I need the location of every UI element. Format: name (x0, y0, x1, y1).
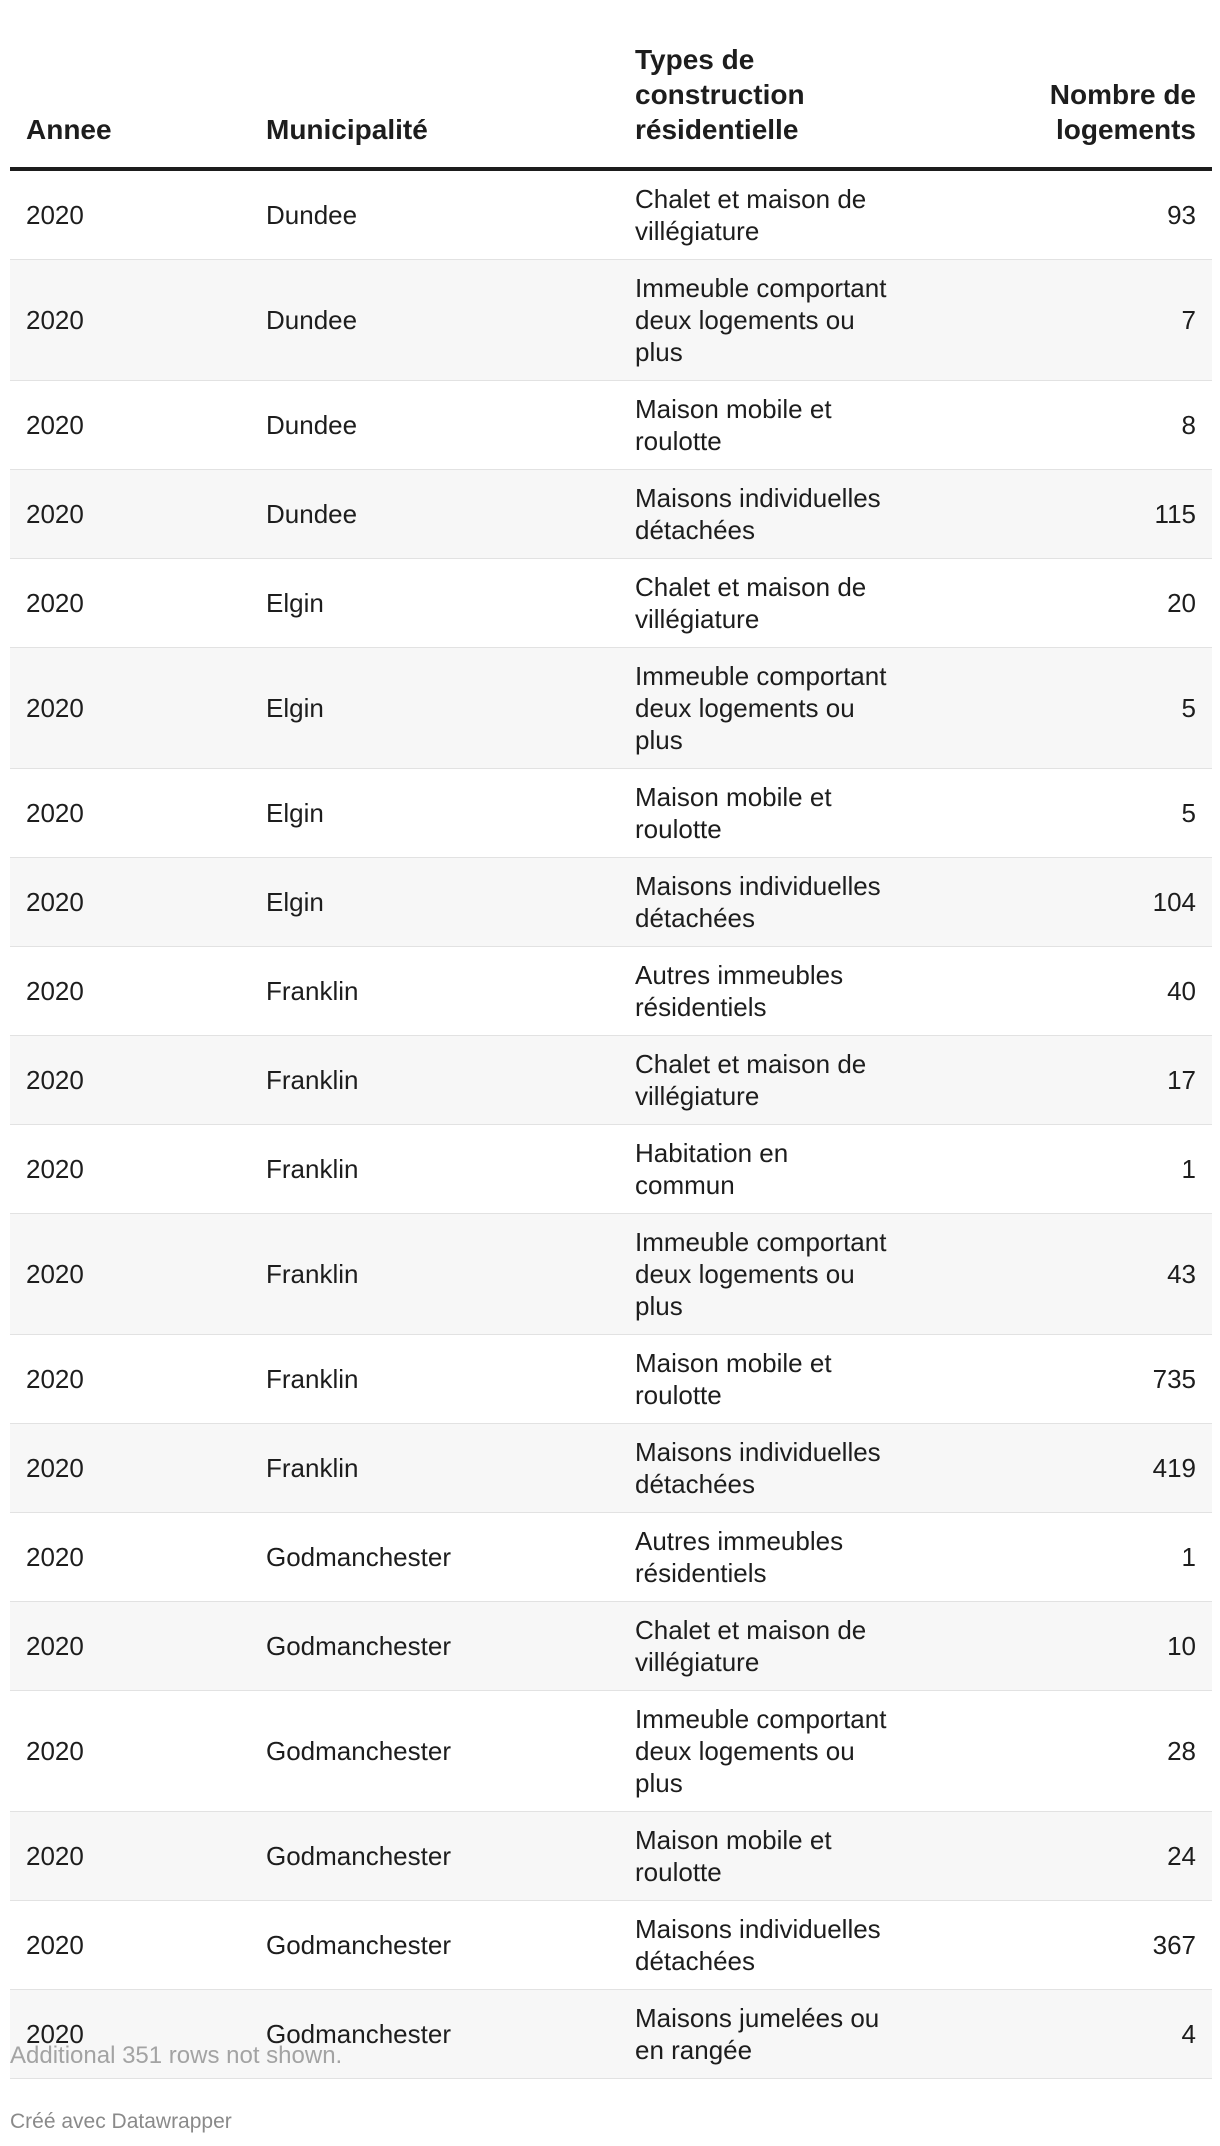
cell-type: Chalet et maison de villégiature (619, 1036, 909, 1125)
table-row (10, 769, 1212, 858)
cell-type: Maison mobile et roulotte (619, 1812, 909, 1901)
cell-nombre: 5 (909, 769, 1212, 858)
table-row (10, 1125, 1212, 1214)
cell-nombre: 17 (909, 1036, 1212, 1125)
cell-annee: 2020 (10, 381, 250, 470)
cell-annee: 2020 (10, 1513, 250, 1602)
cell-type: Chalet et maison de villégiature (619, 169, 909, 260)
cell-municipalite: Franklin (250, 1424, 619, 1513)
cell-type: Maisons individuelles détachées (619, 858, 909, 947)
table-row (10, 648, 1212, 769)
cell-nombre: 20 (909, 559, 1212, 648)
cell-annee: 2020 (10, 648, 250, 769)
cell-nombre: 8 (909, 381, 1212, 470)
cell-annee: 2020 (10, 1214, 250, 1335)
cell-annee: 2020 (10, 1901, 250, 1990)
cell-annee: 2020 (10, 947, 250, 1036)
table-row (10, 470, 1212, 559)
cell-municipalite: Franklin (250, 1036, 619, 1125)
cell-municipalite: Dundee (250, 169, 619, 260)
cell-municipalite: Godmanchester (250, 1812, 619, 1901)
cell-nombre: 5 (909, 648, 1212, 769)
table-row (10, 1335, 1212, 1424)
cell-type: Habitation en commun (619, 1125, 909, 1214)
table-row (10, 1691, 1212, 1812)
column-header-nombre[interactable]: Nombre de logements (909, 20, 1212, 169)
cell-municipalite: Franklin (250, 1214, 619, 1335)
cell-type: Maison mobile et roulotte (619, 381, 909, 470)
cell-municipalite: Elgin (250, 559, 619, 648)
cell-municipalite: Elgin (250, 769, 619, 858)
table-row (10, 858, 1212, 947)
cell-annee: 2020 (10, 260, 250, 381)
cell-annee: 2020 (10, 1691, 250, 1812)
cell-municipalite: Godmanchester (250, 1990, 619, 2079)
column-header-municipalite[interactable]: Municipalité (250, 20, 619, 169)
cell-nombre: 367 (909, 1901, 1212, 1990)
cell-type: Chalet et maison de villégiature (619, 559, 909, 648)
table-body (10, 169, 1212, 2079)
cell-type: Immeuble comportant deux logements ou plus (619, 648, 909, 769)
table-header-row (10, 20, 1212, 169)
cell-nombre: 104 (909, 858, 1212, 947)
cell-nombre: 115 (909, 470, 1212, 559)
table-row (10, 1901, 1212, 1990)
cell-type: Immeuble comportant deux logements ou plus (619, 1691, 909, 1812)
cell-nombre: 1 (909, 1125, 1212, 1214)
cell-type: Maisons individuelles détachées (619, 470, 909, 559)
cell-municipalite: Elgin (250, 648, 619, 769)
cell-type: Maison mobile et roulotte (619, 1335, 909, 1424)
cell-annee: 2020 (10, 1335, 250, 1424)
table-row (10, 260, 1212, 381)
cell-annee: 2020 (10, 858, 250, 947)
data-table-container (10, 20, 1212, 2079)
cell-annee: 2020 (10, 1424, 250, 1513)
cell-municipalite: Franklin (250, 1335, 619, 1424)
data-table (10, 20, 1212, 2079)
cell-type: Immeuble comportant deux logements ou plus (619, 260, 909, 381)
cell-annee: 2020 (10, 169, 250, 260)
cell-type: Autres immeubles résidentiels (619, 1513, 909, 1602)
cell-municipalite: Godmanchester (250, 1513, 619, 1602)
cell-type: Maisons individuelles détachées (619, 1424, 909, 1513)
table-row (10, 1513, 1212, 1602)
cell-nombre: 24 (909, 1812, 1212, 1901)
cell-type: Maisons jumelées ou en rangée (619, 1990, 909, 2079)
table-row (10, 381, 1212, 470)
cell-annee: 2020 (10, 470, 250, 559)
table-row (10, 1424, 1212, 1513)
cell-type: Maisons individuelles détachées (619, 1901, 909, 1990)
cell-type: Chalet et maison de villégiature (619, 1602, 909, 1691)
cell-municipalite: Godmanchester (250, 1901, 619, 1990)
table-notes: Additional 351 rows not shown. (10, 2042, 343, 2069)
column-header-annee[interactable]: Annee (10, 20, 250, 169)
cell-nombre: 735 (909, 1335, 1212, 1424)
cell-municipalite: Franklin (250, 1125, 619, 1214)
cell-type: Maison mobile et roulotte (619, 769, 909, 858)
cell-nombre: 43 (909, 1214, 1212, 1335)
cell-nombre: 7 (909, 260, 1212, 381)
cell-nombre: 28 (909, 1691, 1212, 1812)
cell-municipalite: Godmanchester (250, 1602, 619, 1691)
cell-annee: 2020 (10, 1036, 250, 1125)
cell-annee: 2020 (10, 1602, 250, 1691)
cell-annee: 2020 (10, 559, 250, 648)
cell-nombre: 93 (909, 169, 1212, 260)
cell-annee: 2020 (10, 1812, 250, 1901)
column-header-types[interactable]: Types de construction résidentielle (619, 20, 909, 169)
table-row (10, 947, 1212, 1036)
cell-type: Immeuble comportant deux logements ou plus (619, 1214, 909, 1335)
table-row (10, 1812, 1212, 1901)
cell-municipalite: Dundee (250, 470, 619, 559)
cell-municipalite: Elgin (250, 858, 619, 947)
cell-nombre: 1 (909, 1513, 1212, 1602)
cell-municipalite: Dundee (250, 260, 619, 381)
cell-nombre: 40 (909, 947, 1212, 1036)
table-row (10, 169, 1212, 260)
cell-municipalite: Godmanchester (250, 1691, 619, 1812)
cell-nombre: 10 (909, 1602, 1212, 1691)
cell-nombre: 419 (909, 1424, 1212, 1513)
cell-municipalite: Franklin (250, 947, 619, 1036)
table-row (10, 1602, 1212, 1691)
table-row (10, 1214, 1212, 1335)
table-row (10, 1036, 1212, 1125)
datawrapper-credit: Créé avec Datawrapper (10, 2110, 232, 2133)
cell-nombre: 4 (909, 1990, 1212, 2079)
table-row (10, 559, 1212, 648)
cell-type: Autres immeubles résidentiels (619, 947, 909, 1036)
cell-annee: 2020 (10, 1990, 250, 2079)
cell-annee: 2020 (10, 1125, 250, 1214)
cell-annee: 2020 (10, 769, 250, 858)
cell-municipalite: Dundee (250, 381, 619, 470)
